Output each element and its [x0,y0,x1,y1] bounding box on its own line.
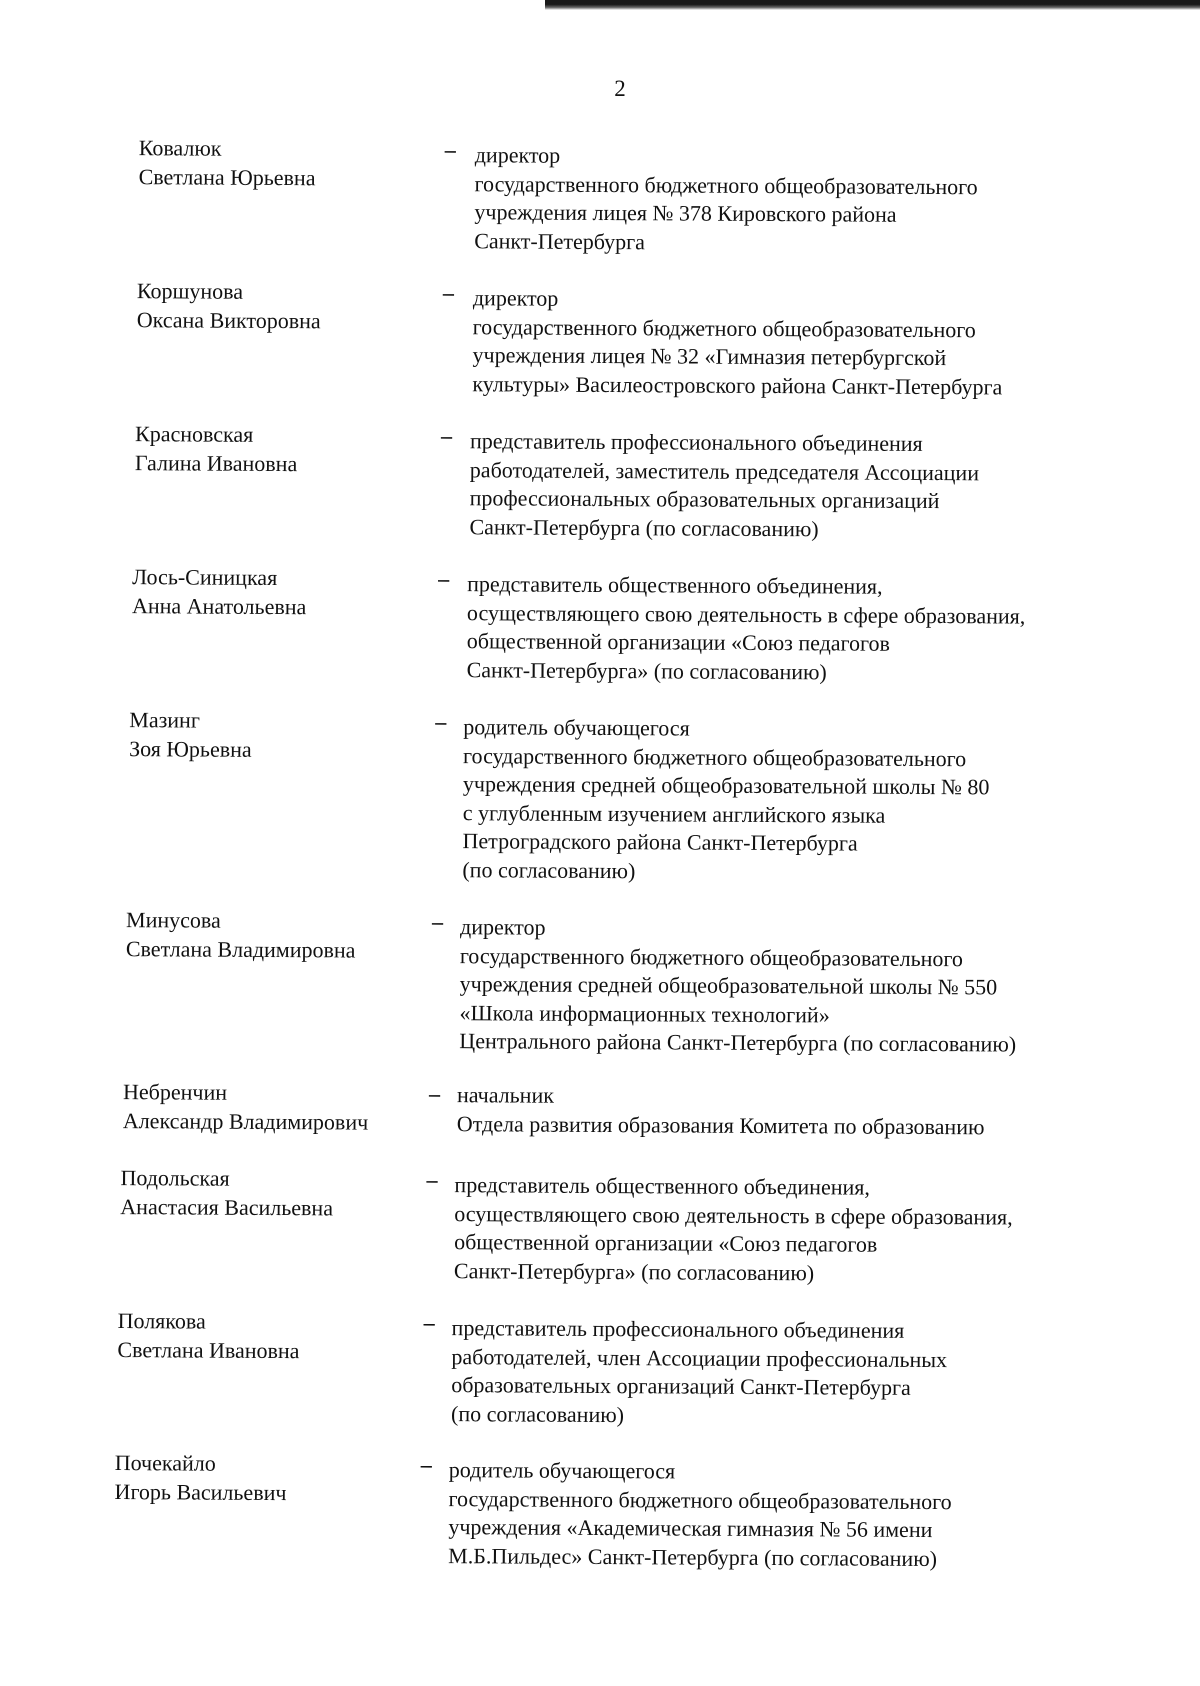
member-given-name: Светлана Ивановна [117,1337,300,1364]
role-line: представитель общественного объединения, [454,1172,871,1200]
role-line: осуществляющего свою деятельность в сфере образования, [454,1200,1013,1230]
member-surname: Мазинг [129,707,200,733]
role-line: общественной организации «Союз педагогов [454,1229,878,1257]
role-line: директор [472,285,559,311]
role-line: Отдела развития образования Комитета по образованию [456,1110,985,1139]
member-name [117,1306,407,1366]
member-surname: Красновская [134,421,254,447]
member-role [459,913,1160,1060]
member-surname: Минусова [126,907,221,933]
role-line: работодателей, член Ассоциации профессиональных [451,1343,948,1372]
separator-dash: – [428,1080,441,1107]
role-line: Центрального района Санкт-Петербурга (по согласованию) [459,1028,1017,1057]
separator-dash: – [438,566,450,592]
member-entry [5,132,1200,254]
member-given-name: Анастасия Васильевна [120,1194,334,1221]
role-line: родитель обучающегося [463,714,690,741]
separator-dash: – [432,908,444,935]
member-surname: Лось-Синицкая [132,564,278,591]
member-name [139,133,429,193]
member-list [5,132,1200,1571]
separator-dash: – [423,1309,435,1335]
member-entry [0,1162,1199,1285]
member-given-name: Зоя Юрьевна [129,736,252,762]
role-line: представитель профессионального объединения [469,428,923,456]
member-name [132,562,422,622]
member-entry [0,1447,1197,1571]
member-entry [0,904,1200,1057]
member-name [115,1448,405,1508]
member-name [123,1077,413,1137]
role-line: (по согласованию) [462,856,636,883]
role-line: М.Б.Пильдес» Санкт-Петербурга (по согласованию) [448,1542,938,1571]
separator-dash: – [444,137,456,163]
role-line: образовательных организаций Санкт-Петербурга [451,1372,911,1400]
role-line: Санкт-Петербурга» (по согласованию) [453,1257,815,1285]
role-line: родитель обучающегося [448,1457,676,1484]
member-role [472,284,1173,402]
role-line: культуры» Василеостровского района Санкт-Петербурга [472,370,1003,399]
role-line: государственного бюджетного общеобразовательного [463,742,967,771]
member-name [126,905,416,965]
member-entry [2,561,1200,684]
role-line: Санкт-Петербурга» (по согласованию) [466,656,827,684]
member-entry [0,1076,1199,1139]
role-line: директор [474,142,561,168]
member-role [451,1314,1152,1432]
role-line: представитель общественного объединения, [467,571,883,599]
role-line: государственного бюджетного общеобразовательного [448,1485,952,1514]
member-role [462,713,1163,888]
member-surname: Ковалюк [138,135,222,161]
member-given-name: Галина Ивановна [134,450,298,477]
member-name [137,276,427,336]
role-line: государственного бюджетного общеобразовательного [472,313,976,342]
separator-dash: – [420,1451,432,1477]
member-given-name: Александр Владимирович [122,1108,369,1135]
separator-dash: – [442,280,455,306]
member-surname: Почекайло [114,1450,216,1476]
role-line: осуществляющего свою деятельность в сфере образования, [466,599,1026,629]
role-line: учреждения «Академическая гимназия № 56 имени [448,1514,933,1543]
role-line: работодателей, заместитель председателя Ассоциации [469,456,980,485]
member-given-name: Светлана Владимировна [125,936,356,963]
member-name [129,705,419,765]
scan-edge-bar [545,0,1200,10]
member-role [467,570,1168,688]
role-line: общественной организации «Союз педагогов [466,628,890,656]
role-line: (по согласованию) [451,1400,625,1427]
role-line: директор [459,914,546,940]
role-line: представитель профессионального объединения [451,1315,905,1343]
member-role [454,1171,1155,1289]
role-line: «Школа информационных технологий» [459,999,830,1027]
role-line: государственного бюджетного общеобразовательного [459,942,964,971]
member-role [448,1456,1149,1574]
member-given-name: Игорь Васильевич [114,1479,287,1506]
member-given-name: Анна Анатольевна [131,593,307,620]
member-name [135,419,425,479]
member-surname: Подольская [120,1165,230,1191]
member-given-name: Светлана Юрьевна [138,164,316,191]
role-line: учреждения средней общеобразовательной школы № 80 [462,771,990,800]
role-line: Санкт-Петербурга (по согласованию) [469,513,819,541]
member-surname: Небренчин [122,1079,228,1105]
role-line: учреждения лицея № 378 Кировского района [474,199,897,227]
member-entry [3,418,1200,541]
separator-dash: – [435,708,447,735]
member-entry [1,704,1200,883]
role-line: государственного бюджетного общеобразовательного [474,170,978,199]
separator-dash: – [426,1166,438,1193]
page-number: 2 [614,76,626,101]
member-given-name: Оксана Викторовна [136,307,321,334]
role-line: Петроградского района Санкт-Петербурга [462,828,858,856]
member-entry [4,275,1200,399]
role-line: учреждения средней общеобразовательной школы № 550 [459,971,998,1000]
role-line: учреждения лицея № 32 «Гимназия петербургской [472,342,947,371]
member-surname: Полякова [117,1308,206,1334]
member-surname: Коршунова [136,278,244,304]
separator-dash: – [440,423,453,449]
role-line: начальник [456,1082,555,1108]
member-name [120,1163,410,1223]
member-role [457,1081,1157,1142]
role-line: с углубленным изучением английского языка [462,799,886,828]
member-entry [0,1305,1198,1427]
member-role [469,427,1170,545]
member-role [474,141,1175,259]
role-line: Санкт-Петербурга [474,227,646,254]
role-line: профессиональных образовательных организаций [469,485,940,514]
